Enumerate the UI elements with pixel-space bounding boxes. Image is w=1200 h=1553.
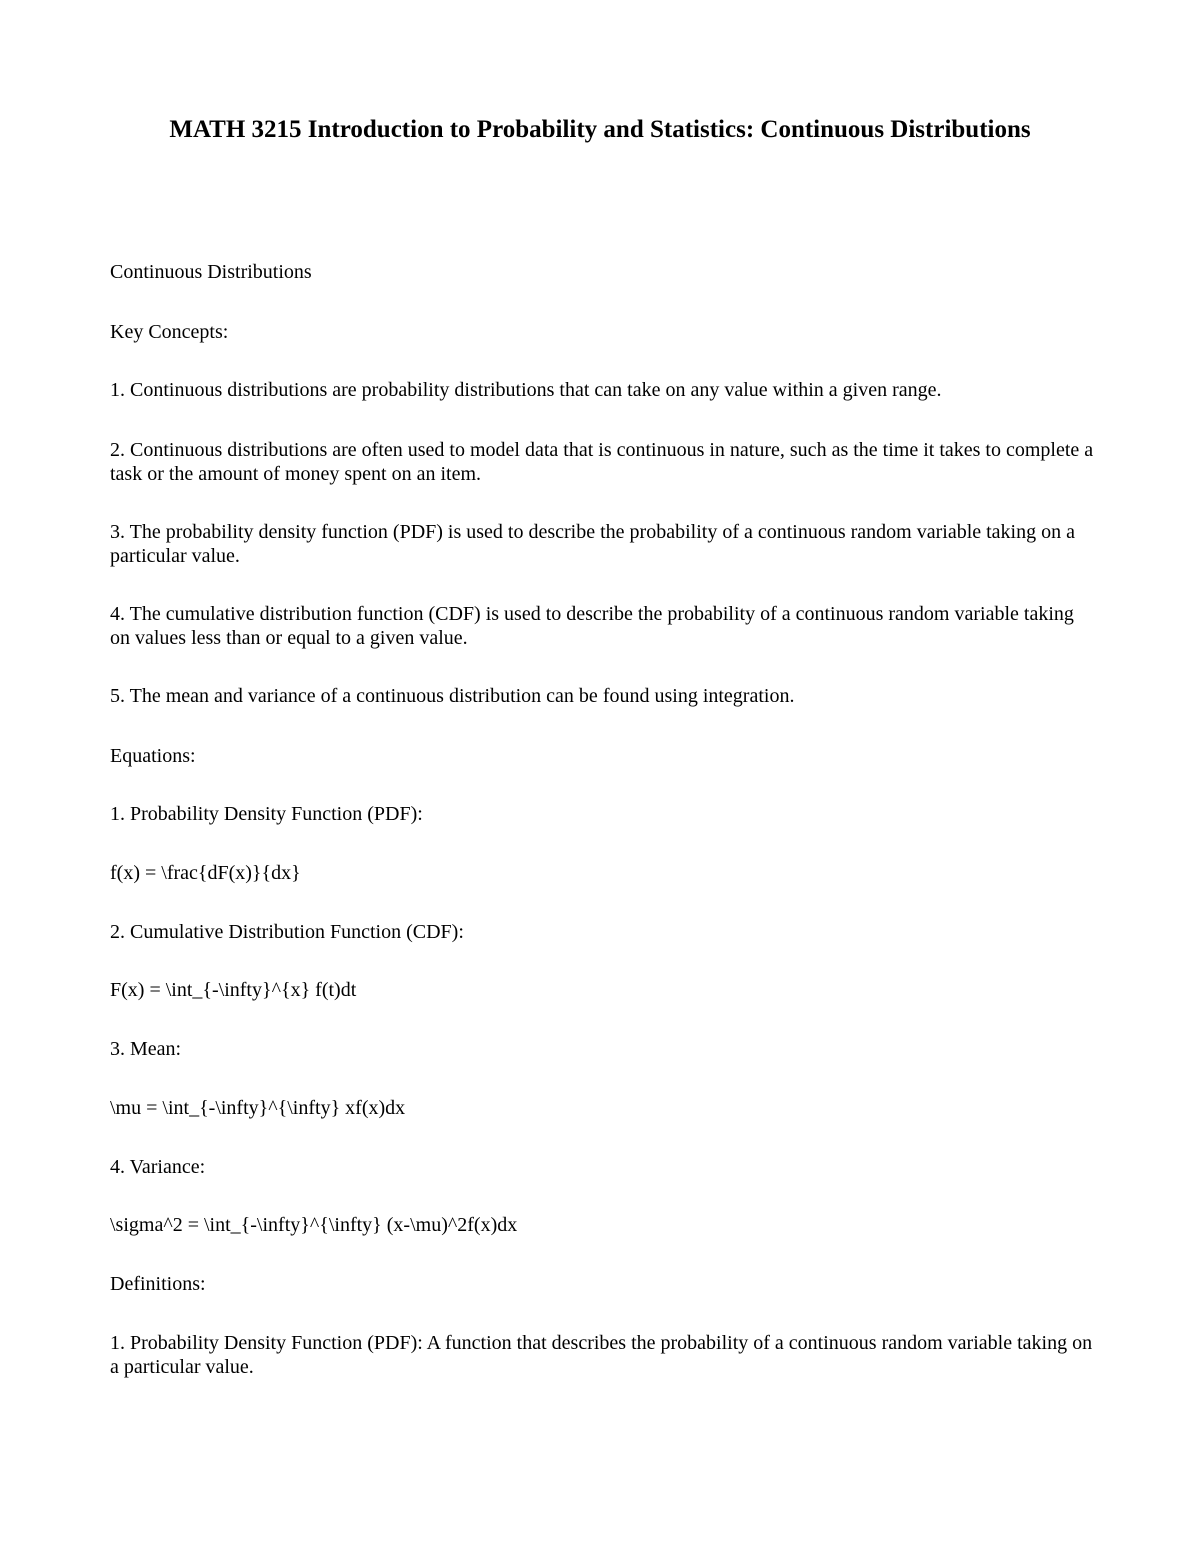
definitions-heading: Definitions: (110, 1273, 206, 1295)
key-concept-item: 1. Continuous distributions are probability distributions that can take on any value within a given range. (110, 379, 942, 401)
equation-formula: f(x) = \frac{dF(x)}{dx} (110, 862, 301, 884)
section-heading: Continuous Distributions (110, 261, 312, 283)
key-concept-item: 5. The mean and variance of a continuous distribution can be found using integration. (110, 685, 795, 707)
document-title: MATH 3215 Introduction to Probability and Statistics: Continuous Distributions (169, 116, 1031, 143)
equation-label: 3. Mean: (110, 1038, 182, 1060)
equation-formula: \mu = \int_{-\infty}^{\infty} xf(x)dx (110, 1097, 406, 1119)
key-concept-item: 3. The probability density function (PDF) is used to describe the probability of a continuous random variable taking on a particular value. (110, 521, 1075, 567)
equation-label: 2. Cumulative Distribution Function (CDF): (110, 921, 464, 943)
key-concept-item: 4. The cumulative distribution function (CDF) is used to describe the probability of a continuous random variable taking on values less than or equal to a given value. (110, 603, 1074, 649)
equation-formula: F(x) = \int_{-\infty}^{x} f(t)dt (110, 979, 357, 1001)
definition-item: 1. Probability Density Function (PDF): A function that describes the probability of a continuous random variable taking on a particular value. (110, 1332, 1093, 1378)
equation-label: 4. Variance: (110, 1156, 206, 1178)
equation-formula: \sigma^2 = \int_{-\infty}^{\infty} (x-\mu)^2f(x)dx (110, 1214, 518, 1236)
equation-label: 1. Probability Density Function (PDF): (110, 803, 423, 825)
key-concepts-heading: Key Concepts: (110, 321, 229, 343)
key-concept-item: 2. Continuous distributions are often used to model data that is continuous in nature, such as the time it takes to complete a task or the amount of money spent on an item. (110, 439, 1094, 485)
equations-heading: Equations: (110, 745, 196, 767)
